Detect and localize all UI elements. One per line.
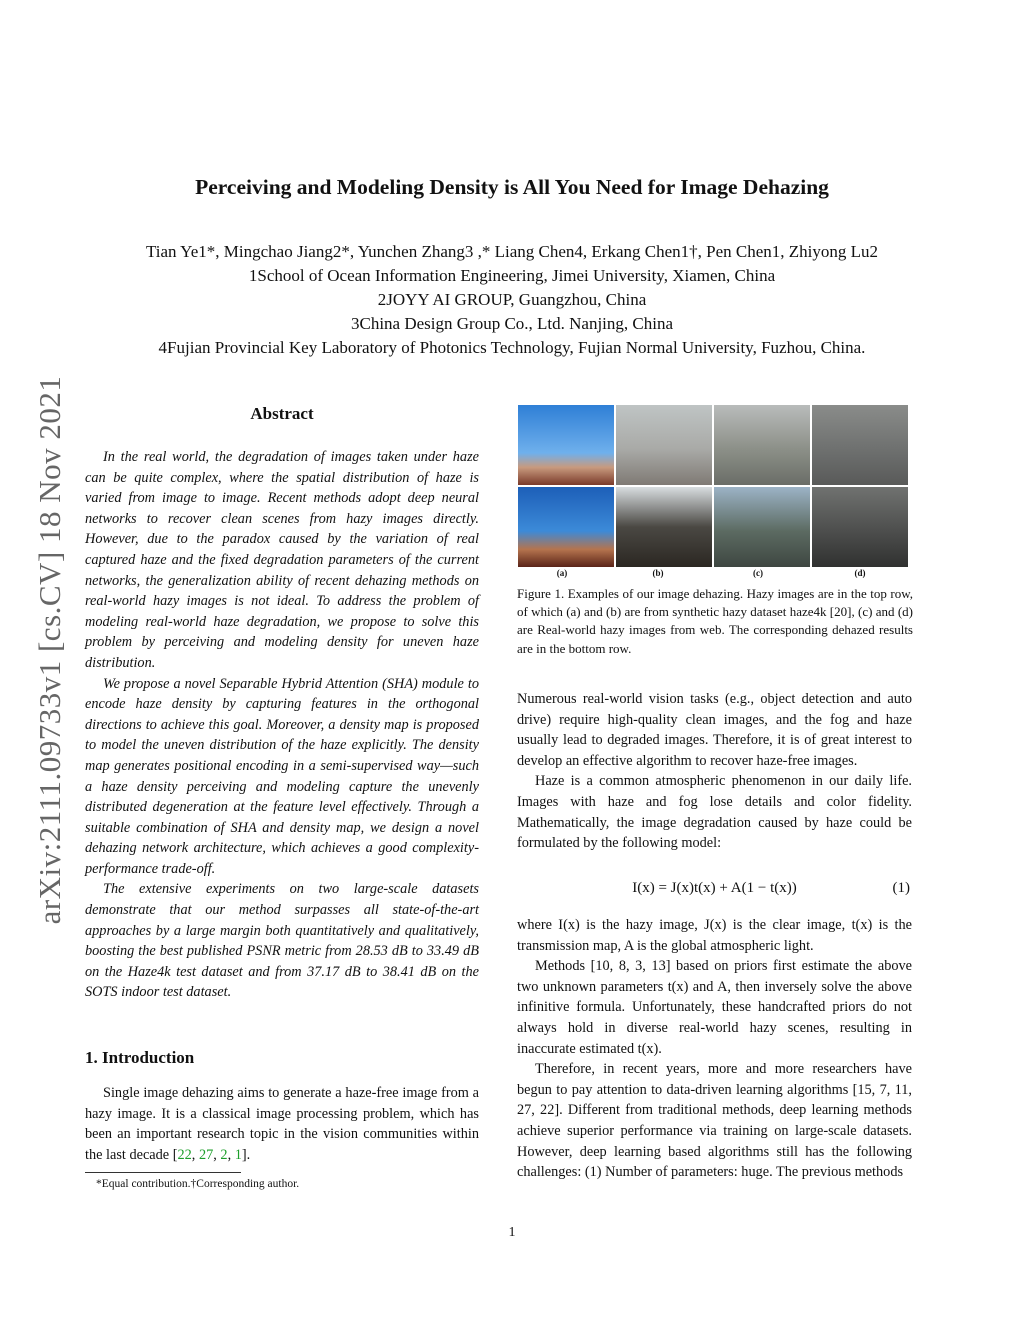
intro-paragraph: Single image dehazing aims to generate a haze-free image from a hazy image. It is a classical image processing problem, which has been an important research topic in the vision communities within the last decade [22, 27, 2, 1]. [85, 1085, 479, 1163]
citation-link[interactable]: 2 [220, 1146, 228, 1163]
abstract-text [85, 447, 479, 1003]
abstract-paragraph: The extensive experiments on two large-scale datasets demonstrate that our method surpasses all state-of-the-art approaches by a large margin both quantitatively and qualitatively, boosting the best published PSNR metric from 28.53 dB to 33.49 dB on the Haze4k test dataset and from 37.17 dB to 38.41 dB on the SOTS indoor test dataset. [85, 881, 479, 1001]
hazy-image-a [518, 405, 614, 485]
body-paragraph: Haze is a common atmospheric phenomenon in our daily life. Images with haze and fog lose details and color fidelity. Mathematically, the image degradation caused by haze could be formulated by the following model: [517, 773, 912, 852]
right-column-text [517, 689, 912, 854]
section-heading-introduction: 1. Introduction [85, 1048, 195, 1067]
affiliation-2: 2JOYY AI GROUP, Guangzhou, China [377, 290, 647, 309]
abstract-paragraph: In the real world, the degradation of images taken under haze can be quite complex, where the spatial distribution of haze is varied from image to image. Recent methods adopt deep neural networks to recover clean scenes from hazy images directly. However, due to the paradox caused by the variation of real captured haze and the fixed degradation parameters of the current networks, the generalization ability of recent dehazing methods on real-world hazy images is not ideal. To address the problem of modeling real-world haze degradation, we propose to solve this problem by perceiving and modeling density for uneven haze distribution. [85, 449, 479, 671]
dehazed-image-b [616, 487, 712, 567]
arxiv-identifier: arXiv:2111.09733v1 [cs.CV] 18 Nov 2021 [32, 375, 67, 925]
equation-1 [517, 880, 912, 902]
hazy-image-c [714, 405, 810, 485]
citation-link[interactable]: 27 [198, 1146, 214, 1163]
dehazed-image-c [714, 487, 810, 567]
body-paragraph: Methods [10, 8, 3, 13] based on priors first estimate the above two unknown parameters t(x) and A, then inversely solve the above infinitive formula. Unfortunately, these handcrafted priors do not always hold in diverse real-world hazy scenes, resulting in inaccurate estimated t(x). [517, 958, 912, 1057]
subfigure-label: (b) [652, 568, 664, 578]
page-number: 1 [508, 1225, 516, 1240]
affiliation-1: 1School of Ocean Information Engineering, Jimei University, Xiamen, China [248, 266, 776, 285]
citation-link[interactable]: 1 [234, 1146, 242, 1163]
abstract-heading: Abstract [250, 404, 314, 423]
paper-title: Perceiving and Modeling Density is All You Need for Image Dehazing [195, 175, 829, 199]
equation-expression: I(x) = J(x)t(x) + A(1 − t(x)) [632, 880, 797, 896]
author-block [0, 240, 1024, 360]
affiliation-4: 4Fujian Provincial Key Laboratory of Photonics Technology, Fujian Normal University, Fuzhou, China. [158, 338, 866, 357]
equation-number: (1) [892, 880, 910, 896]
author-list: Tian Ye1*, Mingchao Jiang2*, Yunchen Zhang3 ,* Liang Chen4, Erkang Chen1†, Pen Chen1, Zhiyong Lu2 [145, 242, 879, 261]
subfigure-label: (a) [556, 568, 568, 578]
dehazed-image-d [812, 487, 908, 567]
figure-image-grid [518, 405, 910, 568]
footnote: *Equal contribution.†Corresponding author. [96, 1178, 300, 1190]
intro-paragraph-text: Single image dehazing aims to generate a haze-free image from a hazy image. It is a classical image processing problem, which has been an important research topic in the vision communities within the last decade [85, 1085, 479, 1163]
dehazed-image-a [518, 487, 614, 567]
body-paragraph: where I(x) is the hazy image, J(x) is the clear image, t(x) is the transmission map, A is the global atmospheric light. [517, 917, 912, 954]
figure-caption: Figure 1. Examples of our image dehazing. Hazy images are in the top row, of which (a) and (b) are from synthetic hazy dataset haze4k [20], (c) and (d) are Real-world hazy images from web. The corresponding dehazed results are in the bottom row. [517, 586, 913, 656]
introduction-text [85, 1083, 479, 1165]
right-column-text-continued [517, 915, 912, 1183]
subfigure-label: (c) [753, 568, 763, 578]
footnote-divider [85, 1172, 241, 1173]
body-paragraph: Therefore, in recent years, more and more researchers have begun to pay attention to data-driven learning algorithms [15, 7, 11, 27, 22]. Different from traditional methods, deep learning methods achieve superior performance via training on large-scale datasets. However, deep learning based algorithms still has the following challenges: (1) Number of parameters: huge. The previous methods [517, 1061, 912, 1181]
subfigure-label: (d) [854, 568, 866, 578]
hazy-image-d [812, 405, 908, 485]
hazy-image-b [616, 405, 712, 485]
body-paragraph: Numerous real-world vision tasks (e.g., object detection and auto drive) require high-quality clean images, and the fog and haze usually lead to degraded images. Therefore, it is of great interest to develop an effective algorithm to recover haze-free images. [517, 691, 912, 769]
citation-link[interactable]: 22 [177, 1146, 192, 1163]
affiliation-3: 3China Design Group Co., Ltd. Nanjing, China [350, 314, 674, 333]
abstract-paragraph: We propose a novel Separable Hybrid Attention (SHA) module to encode haze density by capturing features in the orthogonal directions to achieve this goal. Moreover, a density map is proposed to model the uneven distribution of the haze explicitly. The density map generates positional encoding in a semi-supervised way—such a haze density perceiving and modeling capture the unevenly distributed degeneration at the feature level effectively. Through a suitable combination of SHA and density map, we design a novel dehazing network architecture, which achieves a good complexity-performance trade-off. [85, 675, 479, 877]
